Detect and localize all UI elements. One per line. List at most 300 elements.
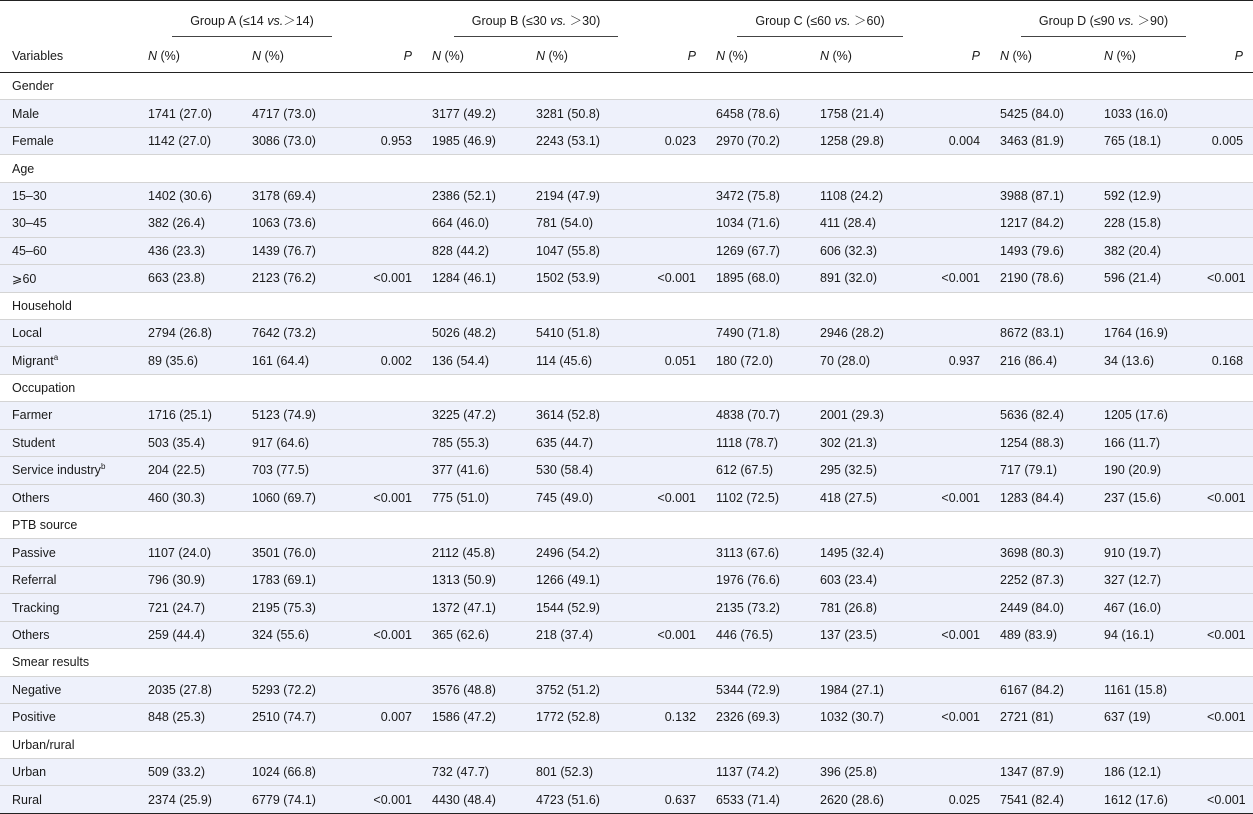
- p-value-cell: [1207, 237, 1253, 264]
- p-value-cell: 0.051: [640, 347, 716, 374]
- n-percent-header: N (%): [536, 39, 640, 73]
- n-percent-header: N (%): [1104, 39, 1207, 73]
- count-cell: 1205 (17.6): [1104, 402, 1207, 429]
- count-cell: 1716 (25.1): [148, 402, 252, 429]
- count-cell: 7642 (73.2): [252, 319, 356, 346]
- p-value-cell: <0.001: [1207, 621, 1253, 648]
- p-value-cell: 0.953: [356, 127, 432, 154]
- count-cell: 2195 (75.3): [252, 594, 356, 621]
- p-value-cell: [924, 758, 1000, 785]
- count-cell: 411 (28.4): [820, 210, 924, 237]
- count-cell: 1984 (27.1): [820, 676, 924, 703]
- count-cell: 3178 (69.4): [252, 182, 356, 209]
- count-cell: 891 (32.0): [820, 265, 924, 292]
- p-value-cell: [924, 566, 1000, 593]
- count-cell: 1269 (67.7): [716, 237, 820, 264]
- count-cell: 637 (19): [1104, 704, 1207, 731]
- p-value-cell: [356, 758, 432, 785]
- table-row: [0, 758, 1253, 785]
- count-cell: 1347 (87.9): [1000, 758, 1104, 785]
- count-cell: 1895 (68.0): [716, 265, 820, 292]
- count-cell: 732 (47.7): [432, 758, 536, 785]
- count-cell: 592 (12.9): [1104, 182, 1207, 209]
- p-value-cell: <0.001: [924, 265, 1000, 292]
- count-cell: 5636 (82.4): [1000, 402, 1104, 429]
- p-value-cell: [1207, 402, 1253, 429]
- table-row: [0, 594, 1253, 621]
- count-cell: 1758 (21.4): [820, 100, 924, 127]
- count-cell: 603 (23.4): [820, 566, 924, 593]
- p-value-header: P: [924, 39, 1000, 73]
- table-row: [0, 621, 1253, 648]
- p-value-header: P: [356, 39, 432, 73]
- count-cell: 2243 (53.1): [536, 127, 640, 154]
- count-cell: 1493 (79.6): [1000, 237, 1104, 264]
- p-value-cell: [356, 100, 432, 127]
- count-cell: 190 (20.9): [1104, 457, 1207, 484]
- count-cell: 785 (55.3): [432, 429, 536, 456]
- row-label: Referral: [0, 566, 148, 593]
- count-cell: 4723 (51.6): [536, 786, 640, 813]
- count-cell: 161 (64.4): [252, 347, 356, 374]
- count-cell: 89 (35.6): [148, 347, 252, 374]
- count-cell: 137 (23.5): [820, 621, 924, 648]
- row-label: Others: [0, 621, 148, 648]
- section-title: Household: [0, 292, 1253, 319]
- p-value-cell: 0.168: [1207, 347, 1253, 374]
- p-value-cell: [356, 457, 432, 484]
- count-cell: 1060 (69.7): [252, 484, 356, 511]
- count-cell: 259 (44.4): [148, 621, 252, 648]
- p-value-cell: <0.001: [640, 265, 716, 292]
- section-row: [0, 731, 1253, 758]
- count-cell: 295 (32.5): [820, 457, 924, 484]
- row-label: Local: [0, 319, 148, 346]
- count-cell: 1107 (24.0): [148, 539, 252, 566]
- row-label: Farmer: [0, 402, 148, 429]
- count-cell: 6458 (78.6): [716, 100, 820, 127]
- table-row: [0, 402, 1253, 429]
- p-value-cell: <0.001: [1207, 265, 1253, 292]
- count-cell: 1284 (46.1): [432, 265, 536, 292]
- count-cell: 377 (41.6): [432, 457, 536, 484]
- count-cell: 3463 (81.9): [1000, 127, 1104, 154]
- count-cell: 3614 (52.8): [536, 402, 640, 429]
- count-cell: 467 (16.0): [1104, 594, 1207, 621]
- count-cell: 828 (44.2): [432, 237, 536, 264]
- n-percent-header: N (%): [148, 39, 252, 73]
- p-value-cell: [1207, 566, 1253, 593]
- p-value-cell: [924, 676, 1000, 703]
- p-value-cell: <0.001: [356, 786, 432, 813]
- count-cell: 2252 (87.3): [1000, 566, 1104, 593]
- table-row: [0, 182, 1253, 209]
- row-label: Positive: [0, 704, 148, 731]
- p-value-cell: [356, 402, 432, 429]
- count-cell: 302 (21.3): [820, 429, 924, 456]
- count-cell: 5293 (72.2): [252, 676, 356, 703]
- p-value-cell: [356, 539, 432, 566]
- count-cell: 606 (32.3): [820, 237, 924, 264]
- count-cell: 1372 (47.1): [432, 594, 536, 621]
- p-value-cell: [640, 594, 716, 621]
- section-title: Smear results: [0, 649, 1253, 676]
- p-value-cell: <0.001: [1207, 786, 1253, 813]
- count-cell: 612 (67.5): [716, 457, 820, 484]
- p-value-cell: [640, 402, 716, 429]
- count-cell: 2970 (70.2): [716, 127, 820, 154]
- count-cell: 1764 (16.9): [1104, 319, 1207, 346]
- count-cell: 5123 (74.9): [252, 402, 356, 429]
- count-cell: 3086 (73.0): [252, 127, 356, 154]
- p-value-cell: [924, 210, 1000, 237]
- variables-header: Variables: [0, 39, 148, 73]
- count-cell: 166 (11.7): [1104, 429, 1207, 456]
- row-label: Others: [0, 484, 148, 511]
- row-label: 15–30: [0, 182, 148, 209]
- table-row: [0, 429, 1253, 456]
- count-cell: 436 (23.3): [148, 237, 252, 264]
- count-cell: 446 (76.5): [716, 621, 820, 648]
- count-cell: 3113 (67.6): [716, 539, 820, 566]
- n-percent-header: N (%): [432, 39, 536, 73]
- table-body: [0, 73, 1253, 814]
- p-value-cell: 0.937: [924, 347, 1000, 374]
- p-value-cell: [924, 457, 1000, 484]
- row-label: 45–60: [0, 237, 148, 264]
- count-cell: 1024 (66.8): [252, 758, 356, 785]
- table-row: [0, 127, 1253, 154]
- count-cell: 801 (52.3): [536, 758, 640, 785]
- count-cell: 1254 (88.3): [1000, 429, 1104, 456]
- count-cell: 2794 (26.8): [148, 319, 252, 346]
- row-label: Urban: [0, 758, 148, 785]
- p-value-cell: <0.001: [924, 704, 1000, 731]
- p-value-cell: [1207, 676, 1253, 703]
- group-header-row: [0, 1, 1253, 40]
- row-label: Female: [0, 127, 148, 154]
- count-cell: 180 (72.0): [716, 347, 820, 374]
- count-cell: 1586 (47.2): [432, 704, 536, 731]
- count-cell: 489 (83.9): [1000, 621, 1104, 648]
- count-cell: 1034 (71.6): [716, 210, 820, 237]
- count-cell: 2510 (74.7): [252, 704, 356, 731]
- table-row: [0, 347, 1253, 374]
- row-label: Migrant$^a$: [0, 347, 148, 374]
- count-cell: 4717 (73.0): [252, 100, 356, 127]
- count-cell: 2946 (28.2): [820, 319, 924, 346]
- n-percent-header: N (%): [1000, 39, 1104, 73]
- p-value-cell: [1207, 429, 1253, 456]
- p-value-cell: 0.005: [1207, 127, 1253, 154]
- p-value-cell: [640, 319, 716, 346]
- count-cell: 1161 (15.8): [1104, 676, 1207, 703]
- count-cell: 1137 (74.2): [716, 758, 820, 785]
- count-cell: 1118 (78.7): [716, 429, 820, 456]
- count-cell: 2374 (25.9): [148, 786, 252, 813]
- count-cell: 1783 (69.1): [252, 566, 356, 593]
- count-cell: 2449 (84.0): [1000, 594, 1104, 621]
- table-row: [0, 237, 1253, 264]
- row-label: Student: [0, 429, 148, 456]
- row-label: Tracking: [0, 594, 148, 621]
- p-value-cell: 0.025: [924, 786, 1000, 813]
- p-value-cell: <0.001: [640, 484, 716, 511]
- count-cell: 503 (35.4): [148, 429, 252, 456]
- count-cell: 1976 (76.6): [716, 566, 820, 593]
- p-value-cell: [356, 182, 432, 209]
- p-value-cell: [356, 237, 432, 264]
- count-cell: 1772 (52.8): [536, 704, 640, 731]
- p-value-cell: [640, 237, 716, 264]
- count-cell: 775 (51.0): [432, 484, 536, 511]
- table-row: [0, 786, 1253, 813]
- table-row: [0, 484, 1253, 511]
- count-cell: 910 (19.7): [1104, 539, 1207, 566]
- count-cell: 237 (15.6): [1104, 484, 1207, 511]
- section-row: [0, 155, 1253, 182]
- count-cell: 2135 (73.2): [716, 594, 820, 621]
- count-cell: 1313 (50.9): [432, 566, 536, 593]
- count-cell: 1108 (24.2): [820, 182, 924, 209]
- count-cell: 5344 (72.9): [716, 676, 820, 703]
- count-cell: 3576 (48.8): [432, 676, 536, 703]
- count-cell: 327 (12.7): [1104, 566, 1207, 593]
- count-cell: 3988 (87.1): [1000, 182, 1104, 209]
- count-cell: 635 (44.7): [536, 429, 640, 456]
- count-cell: 1258 (29.8): [820, 127, 924, 154]
- count-cell: 4430 (48.4): [432, 786, 536, 813]
- count-cell: 396 (25.8): [820, 758, 924, 785]
- n-percent-header: N (%): [820, 39, 924, 73]
- group-d-header: Group D (≤90 vs. ＞90): [1000, 1, 1207, 40]
- group-a-header: Group A (≤14 vs.＞14): [148, 1, 356, 40]
- p-value-cell: <0.001: [924, 621, 1000, 648]
- p-value-cell: [924, 319, 1000, 346]
- p-value-cell: [356, 429, 432, 456]
- count-cell: 3501 (76.0): [252, 539, 356, 566]
- count-cell: 382 (20.4): [1104, 237, 1207, 264]
- p-value-cell: [1207, 758, 1253, 785]
- section-row: [0, 512, 1253, 539]
- count-cell: 1502 (53.9): [536, 265, 640, 292]
- count-cell: 917 (64.6): [252, 429, 356, 456]
- p-value-cell: 0.132: [640, 704, 716, 731]
- count-cell: 663 (23.8): [148, 265, 252, 292]
- count-cell: 530 (58.4): [536, 457, 640, 484]
- p-value-cell: [356, 319, 432, 346]
- count-cell: 7541 (82.4): [1000, 786, 1104, 813]
- table-row: [0, 100, 1253, 127]
- p-value-cell: 0.023: [640, 127, 716, 154]
- p-value-cell: [640, 100, 716, 127]
- count-cell: 1439 (76.7): [252, 237, 356, 264]
- p-value-cell: [1207, 210, 1253, 237]
- count-cell: 6533 (71.4): [716, 786, 820, 813]
- count-cell: 2194 (47.9): [536, 182, 640, 209]
- count-cell: 1102 (72.5): [716, 484, 820, 511]
- count-cell: 781 (26.8): [820, 594, 924, 621]
- count-cell: 7490 (71.8): [716, 319, 820, 346]
- section-row: [0, 292, 1253, 319]
- count-cell: 1741 (27.0): [148, 100, 252, 127]
- p-value-cell: 0.002: [356, 347, 432, 374]
- section-title: Urban/rural: [0, 731, 1253, 758]
- count-cell: 3225 (47.2): [432, 402, 536, 429]
- section-row: [0, 649, 1253, 676]
- count-cell: 1033 (16.0): [1104, 100, 1207, 127]
- p-value-cell: [640, 539, 716, 566]
- table-row: [0, 265, 1253, 292]
- count-cell: 509 (33.2): [148, 758, 252, 785]
- count-cell: 4838 (70.7): [716, 402, 820, 429]
- count-cell: 2326 (69.3): [716, 704, 820, 731]
- row-label: Negative: [0, 676, 148, 703]
- footnote-mark: b: [100, 462, 106, 472]
- count-cell: 1142 (27.0): [148, 127, 252, 154]
- group-b-header: Group B (≤30 vs. ＞30): [432, 1, 640, 40]
- p-value-cell: <0.001: [356, 621, 432, 648]
- p-value-cell: [1207, 182, 1253, 209]
- count-cell: 796 (30.9): [148, 566, 252, 593]
- p-value-cell: <0.001: [924, 484, 1000, 511]
- p-value-cell: [356, 566, 432, 593]
- table-row: [0, 457, 1253, 484]
- count-cell: 218 (37.4): [536, 621, 640, 648]
- count-cell: 3752 (51.2): [536, 676, 640, 703]
- p-value-cell: [924, 402, 1000, 429]
- row-label: Passive: [0, 539, 148, 566]
- p-value-cell: <0.001: [1207, 704, 1253, 731]
- count-cell: 460 (30.3): [148, 484, 252, 511]
- row-label: Male: [0, 100, 148, 127]
- count-cell: 745 (49.0): [536, 484, 640, 511]
- p-value-cell: [1207, 594, 1253, 621]
- table-row: [0, 566, 1253, 593]
- count-cell: 2620 (28.6): [820, 786, 924, 813]
- p-value-cell: [924, 429, 1000, 456]
- count-cell: 848 (25.3): [148, 704, 252, 731]
- count-cell: 3177 (49.2): [432, 100, 536, 127]
- p-value-cell: [356, 210, 432, 237]
- count-cell: 1217 (84.2): [1000, 210, 1104, 237]
- p-value-cell: [1207, 100, 1253, 127]
- count-cell: 781 (54.0): [536, 210, 640, 237]
- count-cell: 3472 (75.8): [716, 182, 820, 209]
- count-cell: 136 (54.4): [432, 347, 536, 374]
- count-cell: 664 (46.0): [432, 210, 536, 237]
- section-title: Occupation: [0, 374, 1253, 401]
- count-cell: 1283 (84.4): [1000, 484, 1104, 511]
- p-value-cell: [1207, 319, 1253, 346]
- count-cell: 6167 (84.2): [1000, 676, 1104, 703]
- count-cell: 1032 (30.7): [820, 704, 924, 731]
- count-cell: 418 (27.5): [820, 484, 924, 511]
- count-cell: 228 (15.8): [1104, 210, 1207, 237]
- p-value-cell: <0.001: [640, 621, 716, 648]
- count-cell: 2386 (52.1): [432, 182, 536, 209]
- p-value-cell: [640, 457, 716, 484]
- p-value-cell: [640, 566, 716, 593]
- table-row: [0, 676, 1253, 703]
- p-value-cell: [640, 182, 716, 209]
- p-value-cell: [1207, 457, 1253, 484]
- count-cell: 8672 (83.1): [1000, 319, 1104, 346]
- p-value-cell: [640, 758, 716, 785]
- count-cell: 2035 (27.8): [148, 676, 252, 703]
- count-cell: 5425 (84.0): [1000, 100, 1104, 127]
- count-cell: 3281 (50.8): [536, 100, 640, 127]
- count-cell: 94 (16.1): [1104, 621, 1207, 648]
- footnote-mark: a: [53, 352, 59, 362]
- row-label: Rural: [0, 786, 148, 813]
- count-cell: 2123 (76.2): [252, 265, 356, 292]
- count-cell: 1266 (49.1): [536, 566, 640, 593]
- count-cell: 6779 (74.1): [252, 786, 356, 813]
- table-row: [0, 319, 1253, 346]
- p-value-cell: [924, 594, 1000, 621]
- count-cell: 382 (26.4): [148, 210, 252, 237]
- count-cell: 765 (18.1): [1104, 127, 1207, 154]
- table-row: [0, 539, 1253, 566]
- count-cell: 186 (12.1): [1104, 758, 1207, 785]
- section-row: [0, 374, 1253, 401]
- count-cell: 721 (24.7): [148, 594, 252, 621]
- row-label: Service industry$^b$: [0, 457, 148, 484]
- p-value-header: P: [640, 39, 716, 73]
- p-value-cell: [356, 594, 432, 621]
- section-row: [0, 73, 1253, 100]
- count-cell: 5410 (51.8): [536, 319, 640, 346]
- count-cell: 204 (22.5): [148, 457, 252, 484]
- count-cell: 70 (28.0): [820, 347, 924, 374]
- p-value-cell: [924, 237, 1000, 264]
- count-cell: 596 (21.4): [1104, 265, 1207, 292]
- p-value-cell: [924, 539, 1000, 566]
- p-value-cell: <0.001: [356, 265, 432, 292]
- p-value-cell: 0.004: [924, 127, 1000, 154]
- count-cell: 365 (62.6): [432, 621, 536, 648]
- p-value-cell: [640, 429, 716, 456]
- count-cell: 216 (86.4): [1000, 347, 1104, 374]
- n-percent-header: N (%): [252, 39, 356, 73]
- p-value-header: P: [1207, 39, 1253, 73]
- table-row: [0, 210, 1253, 237]
- p-value-cell: [640, 210, 716, 237]
- count-cell: 2721 (81): [1000, 704, 1104, 731]
- section-title: Age: [0, 155, 1253, 182]
- row-label: 30–45: [0, 210, 148, 237]
- count-cell: 324 (55.6): [252, 621, 356, 648]
- count-cell: 1612 (17.6): [1104, 786, 1207, 813]
- section-title: PTB source: [0, 512, 1253, 539]
- count-cell: 1495 (32.4): [820, 539, 924, 566]
- count-cell: 3698 (80.3): [1000, 539, 1104, 566]
- count-cell: 2496 (54.2): [536, 539, 640, 566]
- row-label: ⩾60: [0, 265, 148, 292]
- count-cell: 1985 (46.9): [432, 127, 536, 154]
- p-value-cell: <0.001: [1207, 484, 1253, 511]
- p-value-cell: 0.007: [356, 704, 432, 731]
- count-cell: 34 (13.6): [1104, 347, 1207, 374]
- count-cell: 703 (77.5): [252, 457, 356, 484]
- count-cell: 114 (45.6): [536, 347, 640, 374]
- count-cell: 1063 (73.6): [252, 210, 356, 237]
- count-cell: 5026 (48.2): [432, 319, 536, 346]
- count-cell: 1047 (55.8): [536, 237, 640, 264]
- count-cell: 1544 (52.9): [536, 594, 640, 621]
- p-value-cell: [924, 182, 1000, 209]
